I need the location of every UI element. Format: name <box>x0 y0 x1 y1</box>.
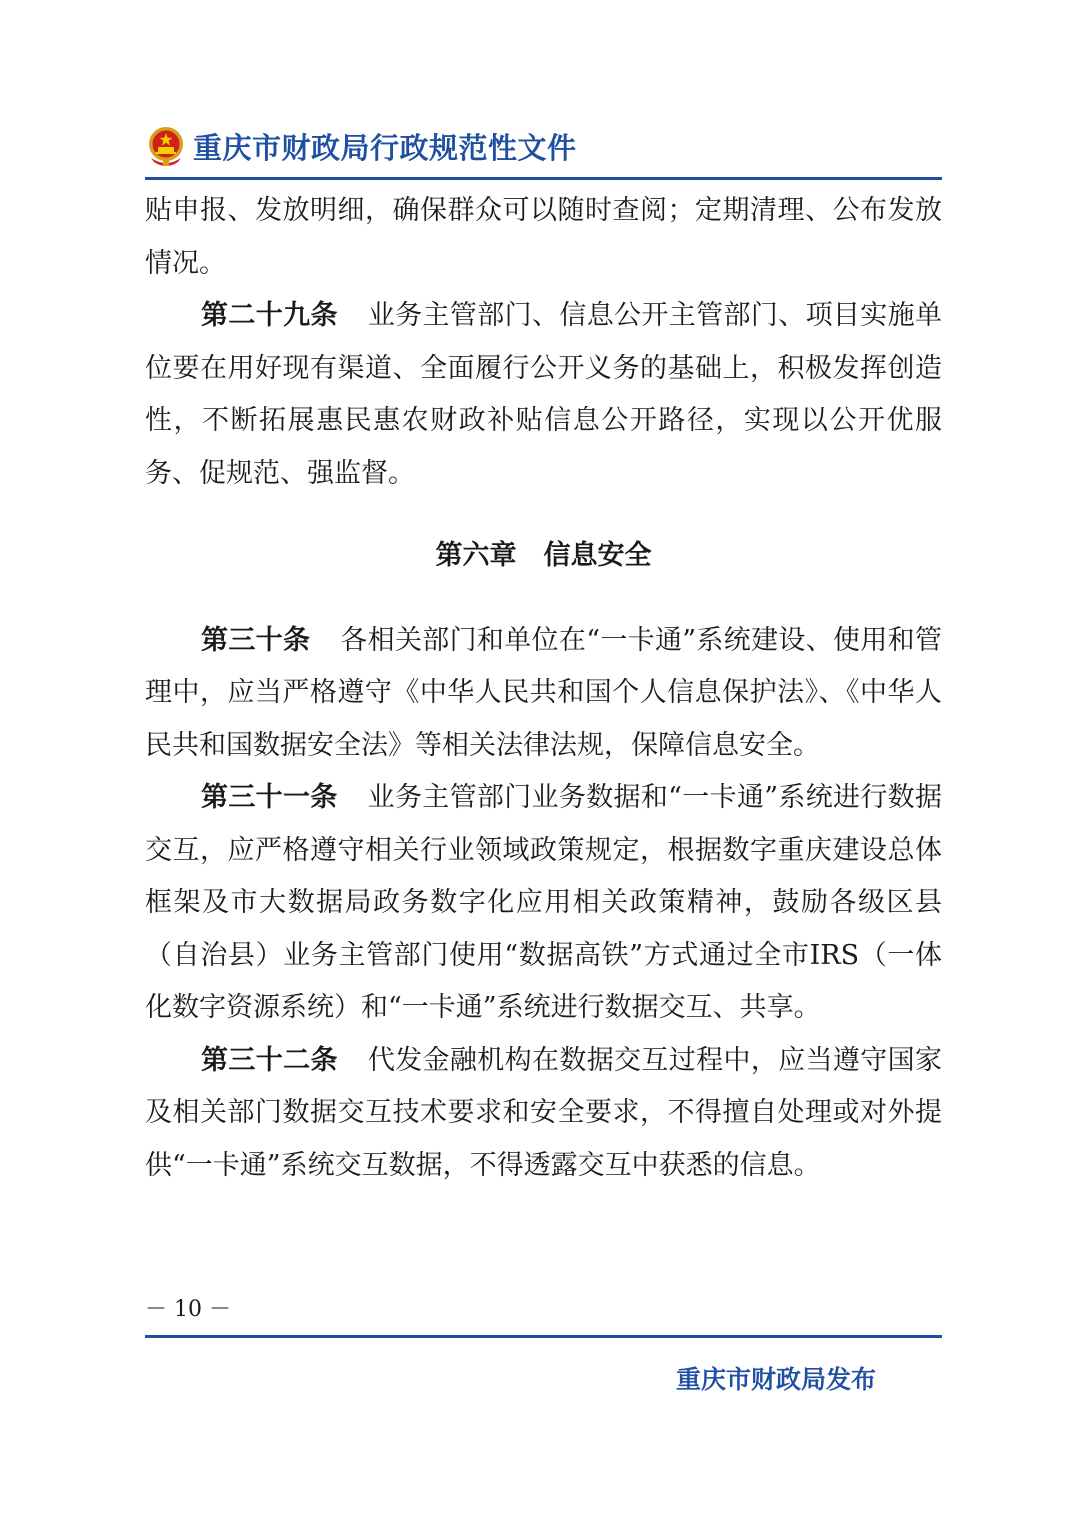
article-29-text: 业务主管部门、信息公开主管部门、项目实施单位要在用好现有渠道、全面履行公开义务的基础上，积极发挥创造性，不断拓展惠民惠农财政补贴信息公开路径，实现以公开优服务、促规范、强监督。 <box>145 300 943 489</box>
article-30 <box>145 615 942 773</box>
page-number: － 10 － <box>145 1297 231 1322</box>
national-emblem-icon <box>145 124 187 168</box>
article-30-label: 第三十条 <box>201 624 311 656</box>
article-32-label: 第三十二条 <box>201 1044 338 1076</box>
paragraph-continued: 贴申报、发放明细，确保群众可以随时查阅；定期清理、公布发放情况。 <box>145 195 942 279</box>
header-title: 重庆市财政局行政规范性文件 <box>193 130 577 165</box>
document-body <box>145 185 942 1192</box>
article-31 <box>145 772 942 1035</box>
article-30-text: 各相关部门和单位在“一卡通”系统建设、使用和管理中，应当严格遵守《中华人民共和国个人信息保护法》、《中华人民共和国数据安全法》等相关法律法规，保障信息安全。 <box>145 624 943 761</box>
document-header <box>145 118 945 174</box>
header-divider <box>145 177 942 180</box>
article-29 <box>145 290 942 500</box>
footer-publisher: 重庆市财政局发布 <box>676 1365 877 1394</box>
article-31-text: 业务主管部门业务数据和“一卡通”系统进行数据交互，应严格遵守相关行业领域政策规定，根据数字重庆建设总体框架及市大数据局政务数字化应用相关政策精神，鼓励各级区县（自治县）业务主管部门使用“数据高铁”方式通过全市IRS（一体化数字资源系统）和“一卡通”系统进行数据交互、共享。 <box>145 782 943 1023</box>
footer-divider <box>145 1335 942 1338</box>
article-31-label: 第三十一条 <box>201 782 338 813</box>
article-29-label: 第二十九条 <box>201 300 338 331</box>
article-32-text: 代发金融机构在数据交互过程中，应当遵守国家及相关部门数据交互技术要求和安全要求，不得擅自处理或对外提供“一卡通”系统交互数据，不得透露交互中获悉的信息。 <box>145 1044 943 1181</box>
chapter-title: 第六章 信息安全 <box>435 540 652 571</box>
article-32 <box>145 1035 942 1193</box>
